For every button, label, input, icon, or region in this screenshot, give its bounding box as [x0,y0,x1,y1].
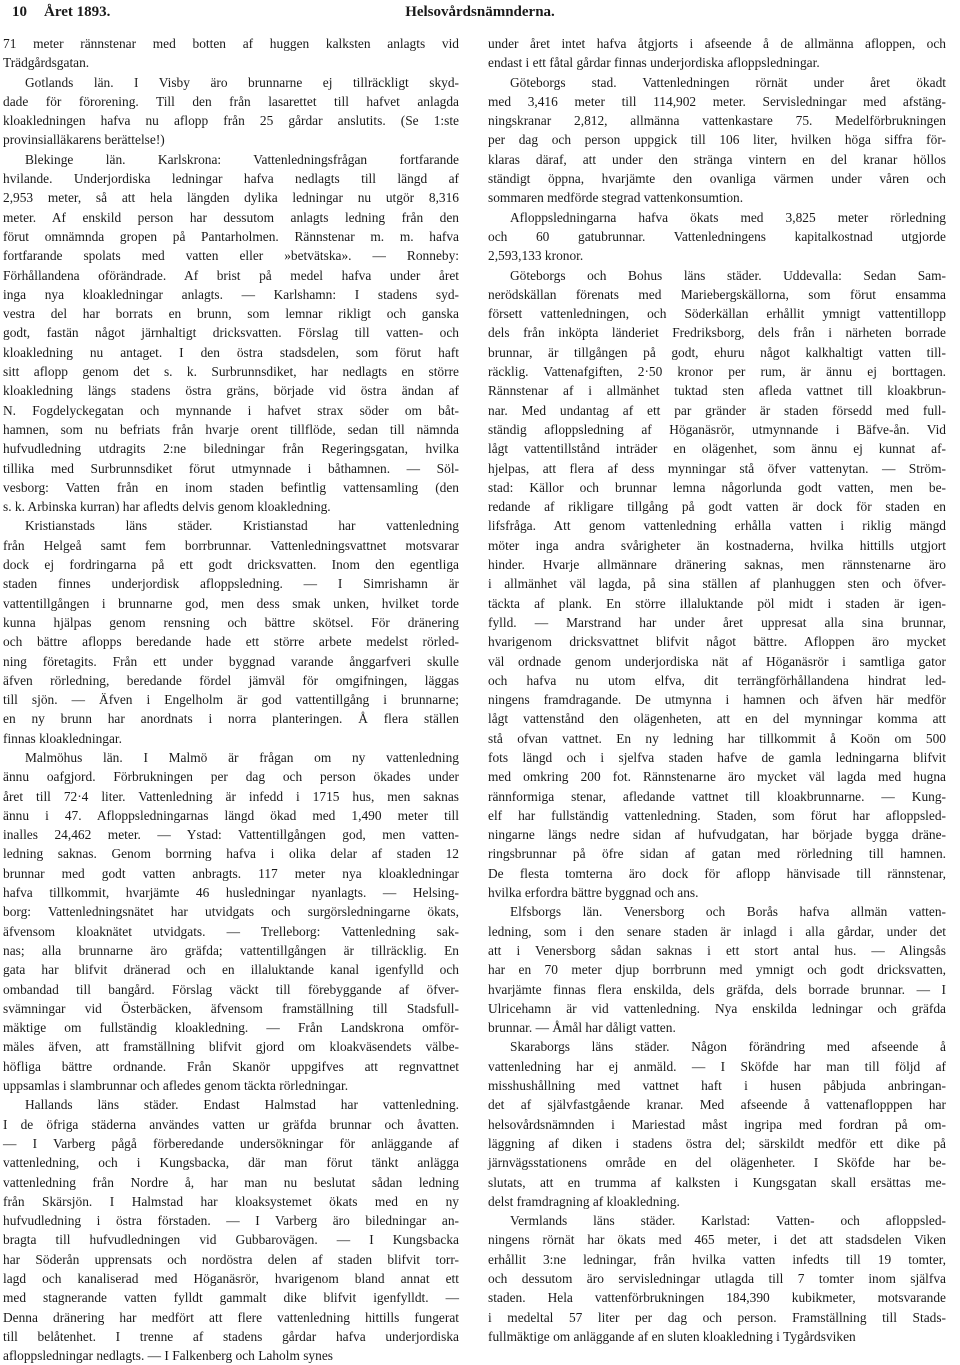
text-line: ningens rörnät har ökats med 465 meter, i det att stadsdelen Viken [488,1232,946,1248]
text-line: hjelpas, att flera af dess mynningar stå öfver vattenytan. — Ström- [488,460,946,476]
text-line: kloakledningen hafva nu aflopp från 25 gårdar anslutits. (Se 1:ste [3,113,459,129]
text-line: Afloppsledningarna hafva ökats med 3,825 meter rörledning [510,209,946,225]
left-column [3,34,459,1364]
text-line: — I Varberg pågå förberedande undersökningar för anläggande af [3,1135,459,1151]
text-line: godt, fastän något järnhaltigt dricksvatten. Förslag till vatten- och [3,325,459,341]
text-line: Ulricehamn är vid vattenledning. Nya enskilda ledningar och gräfda [488,1000,946,1016]
text-line: och hafva nu utom elfva, dit terrängförhållandena hindrat led- [488,672,946,688]
text-line: Blekinge län. Karlskrona: Vattenledningsfrågan fortfarande [25,151,459,167]
text-line: Skaraborgs läns städer. Någon förändring med afseende å [510,1039,946,1055]
text-line: lågt vattenstånd den olägenheten, att en del mynningar komma att [488,711,946,727]
text-line: ringsbrunnar på öfre sidan af gatan med rörledning till hamnen. [488,846,946,862]
text-line: erhållit 3:ne ledningar, från hvilka vatten infedts till 19 tomter, [488,1251,946,1267]
text-line: vestra del har borrats en brunn, som lemnar rikligt och ganska [3,306,459,322]
text-line: kunna hjälpas genom rensning och bättre skötsel. För dränering [3,614,459,630]
text-line: dels från inköpta länderiet Fredriksborg, dels från i närheten borrade [488,325,946,341]
section-title: Helsovårdsnämnderna. [405,4,555,20]
text-line: Denna dränering har medfört att flere vattenledning hittills fungerat [3,1309,459,1325]
text-line: brunnar, är tillgången på godt, ehuru något kalkhaltigt vatten till- [488,344,946,360]
text-line: inalles 24,462 meter. — Ystad: Vattentillgången god, men vatten- [3,827,459,843]
text-line: till sjön. — Äfven i Engelholm är god vattentillgång i brunnarne; [3,692,459,708]
text-line: och 60 gatubrunnar. Vattenledningens kapitalkostnad utgjorde [488,228,946,244]
text-line: gata har blifvit dränerad och en illaluktande kanal igenfylld och [3,962,459,978]
text-line: 71 meter rännstenar med botten af huggen kalksten anlagts vid [3,36,459,51]
text-line: Elfsborgs län. Venersborg och Borås hafva allmän vatten- [510,904,946,920]
text-line: höfliga bättre ordnande. Från Skanör uppgifves att regnvattnet [3,1058,459,1074]
text-line: räcklig. Vattenafgiften, 2·50 kronor per rum, är ännu ej borttagen. [488,364,946,380]
text-line: i medeltal 57 liter per dag och person. Framställning till Stads- [488,1309,946,1325]
text-line: hamnen, som nu befriats från hvarje orent tillflöde, sedan till nämnda [3,421,459,437]
text-line: rännformiga stenar, afledande vattnet till kloakbrunnarne. — Kung- [488,788,946,804]
text-line: fullmäktige om anläggande af en sluten kloakledning i Tygårdsviken [488,1328,856,1344]
text-line: Gotlands län. I Visby äro brunnarne ej tillräckligt skyd- [25,74,459,90]
text-line: ständig afloppsledning af Höganäsrör, utmynnande i Bäfve-ån. Vid [488,421,946,437]
text-line: Malmöhus län. I Malmö är frågan om ny vattenledning [25,749,459,765]
text-line: med stagnerande vatten fylldt gammalt dike blifvit igenfylldt. — [3,1290,459,1306]
text-line: läggning af diken i stadens östra del; särskildt medför ett dike på [488,1135,946,1151]
text-line: från Skärsjön. I Halmstad har kloaksystemet ökats med en ny [3,1193,459,1209]
text-line: har en 70 meter djup borrbrunn med ymnigt och godt dricksvatten, [488,962,946,978]
text-line: kloakledning längs stadens östra gräns, började vid östra ändan af [3,383,459,399]
text-line: vattenledning har ej anmäld. — I Sköfde har man till följd af [488,1058,946,1074]
text-line: ständigt öppna, hvarjämte den ovanliga värmen under våren och [488,171,946,187]
text-line: nas; alla brunnarne äro gräfda; vattentillgången är tillräcklig. En [3,942,459,958]
text-line: fots längd och i sjelfva staden hafve de gamla ledningarna blifvit [488,749,946,765]
text-line: De flesta tomterna äro dock för aflopp hänvisade till rännstenar, [488,865,946,881]
text-line: staden finnes underjordisk afloppsledning. — I Simrishamn är [3,576,459,592]
text-line: järnvägsstationens område en del olägenheter. I Sköfde har be- [488,1155,946,1171]
text-line: tillika med Surbrunnsdiket förut utmynnade i båthamnen. — Söl- [3,460,459,476]
text-line: svämningar vid Österbäcken, äfvensom framställning till Stadsfull- [3,1000,459,1016]
text-line: ombandad till bangård. Förslag väckt till förebyggande af öfver- [3,981,459,997]
text-line: lifsfråga. Att genom vattenledning erhålla vatten i riklig mängd [488,518,946,534]
text-line: året till 72·4 liter. Vattenledning är infedd i 1715 hus, men saknas [3,788,459,804]
text-line: N. Fogdelyckegatan och mynnande i hafvet strax söder om båt- [3,402,459,418]
text-line: en ny brunn har anordnats i norra planteringen. Å flera ställen [3,711,459,727]
right-column [488,34,946,1344]
text-line: med omkring 200 fot. Rännstenarne äro mycket väl lagda med hugna [488,769,946,785]
text-line: borg: Vattenledningsnätet har utvidgats och surgörsledningarne ökats, [3,904,459,920]
text-line: meter. Af enskild person har dessutom anlagts ledning från den [3,209,459,225]
text-line: brunnar. — Åmål har dåligt vatten. [488,1020,676,1036]
text-line: helsovårdsnämnden i Mariestad måst ingripa med fordran på om- [488,1116,946,1132]
text-line: uppsamlas i slambrunnar och afledes genom täckta rörledningar. [3,1078,349,1094]
text-line: med 3,416 meter till 114,902 meter. Servisledningar med afstäng- [488,93,946,109]
text-line: väl ordnade genom underjordiska nät af Höganäsrör i samtliga gator [488,653,946,669]
text-line: ningens framdragande. De utmynna i hamnen och äfven här medför [488,692,946,708]
text-line: hufvudledning i östra förstaden. — I Varberg äro biledningar an- [3,1213,459,1229]
text-line: till belåtenhet. I trenne af stadens gårdar hafva underjordiska [3,1328,459,1344]
text-line: dock ej fordringarna på ett godt dricksvatten. Inom den egentliga [3,557,459,573]
text-line: kloakledning nu antaget. I den östra stadsdelen, som förut haft [3,344,459,360]
text-line: äfvensom kloaknätet utvidgats. — Trelleborg: Vattenledning sak- [3,923,459,939]
text-line: vesborg: Vatten från en inom staden befintlig vattensamling (den [3,479,459,495]
text-line: Hallands läns städer. Endast Halmstad har vattenledning. [25,1097,459,1113]
page-header [12,4,948,28]
text-line: provinsialläkarens berättelse!) [3,132,165,148]
text-line: 2,953 meter, så att hela längden dylika ledningar nu utgör 8,316 [3,190,459,206]
text-line: under året intet hafva åtgjorts i afseende å de allmänna afloppen, och [488,36,946,51]
text-line: bragta till hufvudledningen vid Gubbarovägen. — I Kungsbacka [3,1232,459,1248]
text-line: har Söderån upprensats och nordöstra delen af staden blifvit torr- [3,1251,459,1267]
text-line: nerödskällan förenats med Mariebergskällorna, som förut ensamma [488,286,946,302]
text-line: Göteborgs och Bohus läns städer. Uddevalla: Sedan Sam- [510,267,946,283]
text-line: Kristianstads läns städer. Kristianstad har vattenledning [25,518,459,534]
text-line: ledning saknas. Genom borrning hafva i olika delar af staden 12 [3,846,459,862]
text-line: fortfarande spolats med vatten eller »betvätska». — Ronneby: [3,248,459,264]
text-line: slutats, att en trumma af kalksten i Kungsgatan skall ersättas me- [488,1174,946,1190]
text-line: mäles äfven, att framställning blifvit gjord om kloakväsendets välbe- [3,1039,459,1055]
text-line: endast i ett fåtal gårdar finnas underjordiska afloppsledningar. [488,55,820,71]
text-line: klaras däraf, att under den stränga vintern en del kranar höllos [488,151,946,167]
text-line: Rännstenar af i allmänhet tuktad sten afleda vattnet till kloakbrun- [488,383,946,399]
text-line: och dessutom äro servisledningar utlagda till 7 tomter inom själfva [488,1271,946,1286]
text-line: äfven rörledning, beredande fördel jämväl för omgifningen, läggas [3,672,459,688]
text-line: 2,593,133 kronor. [488,248,584,264]
text-line: redande af rikligare tillgång på godt vatten är dock för staden en [488,499,946,515]
text-line: ännu i 47. Afloppsledningarnas längd ökad med 1,490 meter till [3,807,459,823]
text-line: ledning, som i den senare staden är inlagd i alla gårdar, under det [488,923,946,939]
text-line: elf har fullständig vattenledning. Staden, som förut har afloppsled- [488,807,946,823]
text-line: ningarne längs nedre sidan af hufvudgatan, har började bygga dräne- [488,827,946,843]
text-line: förut omnämnda gropen på Pantarholmen. Rännstenar m. m. hafva [3,228,459,244]
text-line: fylld. — Marstrand har under året uppresat alla sina brunnar, [488,614,946,630]
text-line: s. k. Arbinska kurran) har afledts delvis genom kloakledning. [3,499,331,515]
text-line: ning företagits. Från ett under byggnad varande ånggarfveri skulle [3,653,459,669]
text-line: sommaren medförde stegrad vattenkonsumtion. [488,190,744,206]
text-line: hvarigenom dricksvattnet blifvit något bättre. Afloppen äro mycket [488,634,946,650]
text-line: det af självfastgående kranar. Med afseende å vattenaflopppen har [488,1097,946,1113]
text-line: Trädgårdsgatan. [3,55,90,71]
text-line: inga nya kloakledningar anlagts. — Karlshamn: I stadens syd- [3,286,459,302]
text-line: hafva tillkommit, hvarjämte 46 husledningar nyanlagts. — Helsing- [3,885,459,901]
text-line: delst framdragning af kloakledning. [488,1193,680,1209]
running-year: Året 1893. [44,4,111,20]
page-number: 10 [12,4,27,20]
text-line: stå ofvan vattnet. En ny ledning har tillkommit å Koön om 500 [488,730,946,746]
text-line: hufvudledning utdragits 2:ne biledningar från Regeringsgatan, hvilka [3,441,459,457]
text-line: att i Venersborg sådan saknas i ett stort antal hus. — Alingsås [488,942,946,958]
text-line: mäktige om fullständig kloakledning. — Från Landskrona omför- [3,1020,459,1036]
text-line: Göteborgs stad. Vattenledningen rörnät under året ökadt [510,74,946,90]
text-line: hvilka erfordra bättre byggnad och ans. [488,885,699,901]
text-line: hinder. Hvarje allmännare dränering saknas, men rännstenarne äro [488,557,946,573]
text-line: hvilande. Underjordiska ledningar hafva nedlagts till längd af [3,171,459,187]
text-line: ännu oafgjord. Förbrukningen per dag och person ökades under [3,769,459,785]
text-line: misshushållning med vattnet haft i husen påbjuda anbringan- [488,1078,946,1094]
text-line: I de öfriga städerna användes vatten ur gräfda brunnar och åvatten. [3,1116,459,1132]
text-line: ningskranar 2,812, allmänna vattenkastare 75. Medelförbrukningen [488,113,946,129]
text-line: lågt vattentillstånd inträder en olägenhet, som ännu ej kunnat af- [488,441,946,457]
text-line: finnas kloakledningar. [3,730,122,746]
text-line: i allmänhet väl lagda, på sina ställen af planhuggen sten och öfver- [488,576,946,592]
text-line: täckta af plank. En större illaluktande pöl midt i staden är igen- [488,595,946,611]
text-line: hvarjämte finnas flera enskilda, dels gräfda, dels borrade brunnar. — I [488,981,946,997]
text-line: Förhållandena oförändrade. Af brist på medel hafva under året [3,267,459,283]
text-line: från Helgeå samt fem borrbrunnar. Vattenledningsvattnet motsvarar [3,537,459,553]
text-line: sitt aflopp genom det s. k. Surbrunnsdiket, har nedlagts en större [3,364,459,380]
text-line: dade för förorening. Till den från lasarettet till hafvet anlagda [3,93,459,109]
text-line: nar. Med undantag af ett par gränder är staden försedd med full- [488,402,946,418]
text-line: per dag och person uppgick till 106 liter, hvilken höga siffra för- [488,132,946,148]
text-line: afloppsledningar nedlagts. — I Falkenberg och Laholm synes [3,1348,333,1364]
text-line: Vermlands läns städer. Karlstad: Vatten- och afloppsled- [510,1213,946,1229]
text-line: försett vattenledningen, och Söderkällan erhållit ymnigt vattentillopp [488,306,946,322]
text-line: vattenledning, och i Kungsbacka, där man förut tänkt anlägga [3,1155,459,1171]
text-line: staden. Hela vattenförbrukningen 184,390 kubikmeter, motsvarande [488,1290,946,1306]
text-line: vattentillgången i brunnarne god, men dess smak unken, hvilket torde [3,595,459,611]
text-line: stad: Källor och brunnar lemna någorlunda godt vatten, men be- [488,479,946,495]
text-line: brunnar med godt vatten anbragts. 117 meter nya kloakledningar [3,865,459,881]
text-line: och bättre aflopps beredande hade ett större arbete medelst rörled- [3,634,459,650]
text-line: möter inga andra svårigheter än kostnaderna, hvilka hittills utgjort [488,537,946,553]
text-line: vattenledning från Nordre å, har man nu beslutat sådan ledning [3,1174,459,1190]
text-line: lagd och kanaliserad med Höganäsrör, hvarigenom bland annat ett [3,1271,459,1286]
